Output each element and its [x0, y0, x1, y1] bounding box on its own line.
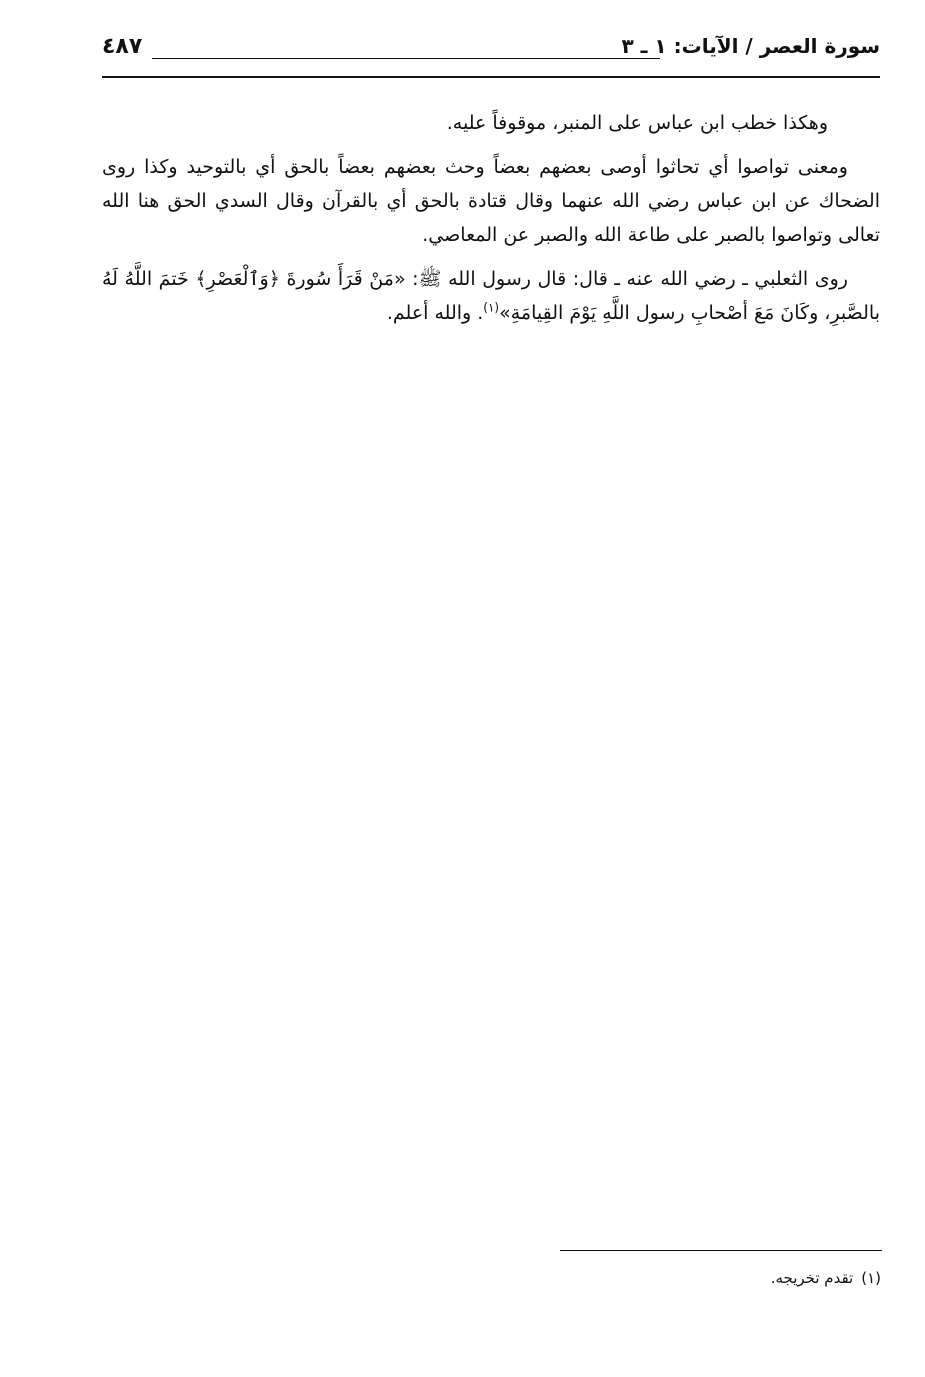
- paragraph-tail: . والله أعلم.: [386, 302, 484, 324]
- paragraph-text: روى الثعلبي ـ رضي الله عنه ـ قال: قال رسول الله ﷺ: «مَنْ قَرَأَ سُورةَ ﴿وَٱلْعَصْرِ﴾ خَتمَ اللَّهُ لَهُ بالصَّبرِ، وكَانَ مَعَ أصْحابِ رسول اللَّهِ يَوْمَ القِيامَةِ»: [102, 268, 880, 324]
- footnote-divider: [560, 1250, 882, 1251]
- running-header: [102, 30, 880, 70]
- header-title: سورة العصر / الآيات: ١ ـ ٣: [621, 34, 880, 58]
- paragraph-text: ومعنى تواصوا أي تحاثوا أوصى بعضهم بعضاً وحث بعضهم بعضاً بالحق أي بالتوحيد وكذا روى الضحاك عن ابن عباس رضي الله عنهما وقال قتادة بالحق أي بالقرآن وقال السدي الحق هنا الله تعالى وتواصوا بالصبر على طاعة الله والصبر عن المعاصي.: [102, 156, 880, 246]
- footnote-text: تقدم تخريجه.: [770, 1269, 854, 1287]
- paragraph: [102, 262, 880, 330]
- footnote: [481, 1266, 881, 1290]
- header-leader-line: [152, 58, 660, 59]
- header-divider: [102, 76, 880, 78]
- footnote-reference[interactable]: (١): [483, 300, 500, 315]
- paragraph: [102, 150, 880, 252]
- paragraph: [102, 106, 880, 140]
- paragraph-text: وهكذا خطب ابن عباس على المنبر، موقوفاً عليه.: [446, 112, 828, 134]
- main-text: [102, 106, 880, 340]
- page-number: ٤٨٧: [102, 34, 143, 59]
- footnote-number: (١): [861, 1269, 881, 1287]
